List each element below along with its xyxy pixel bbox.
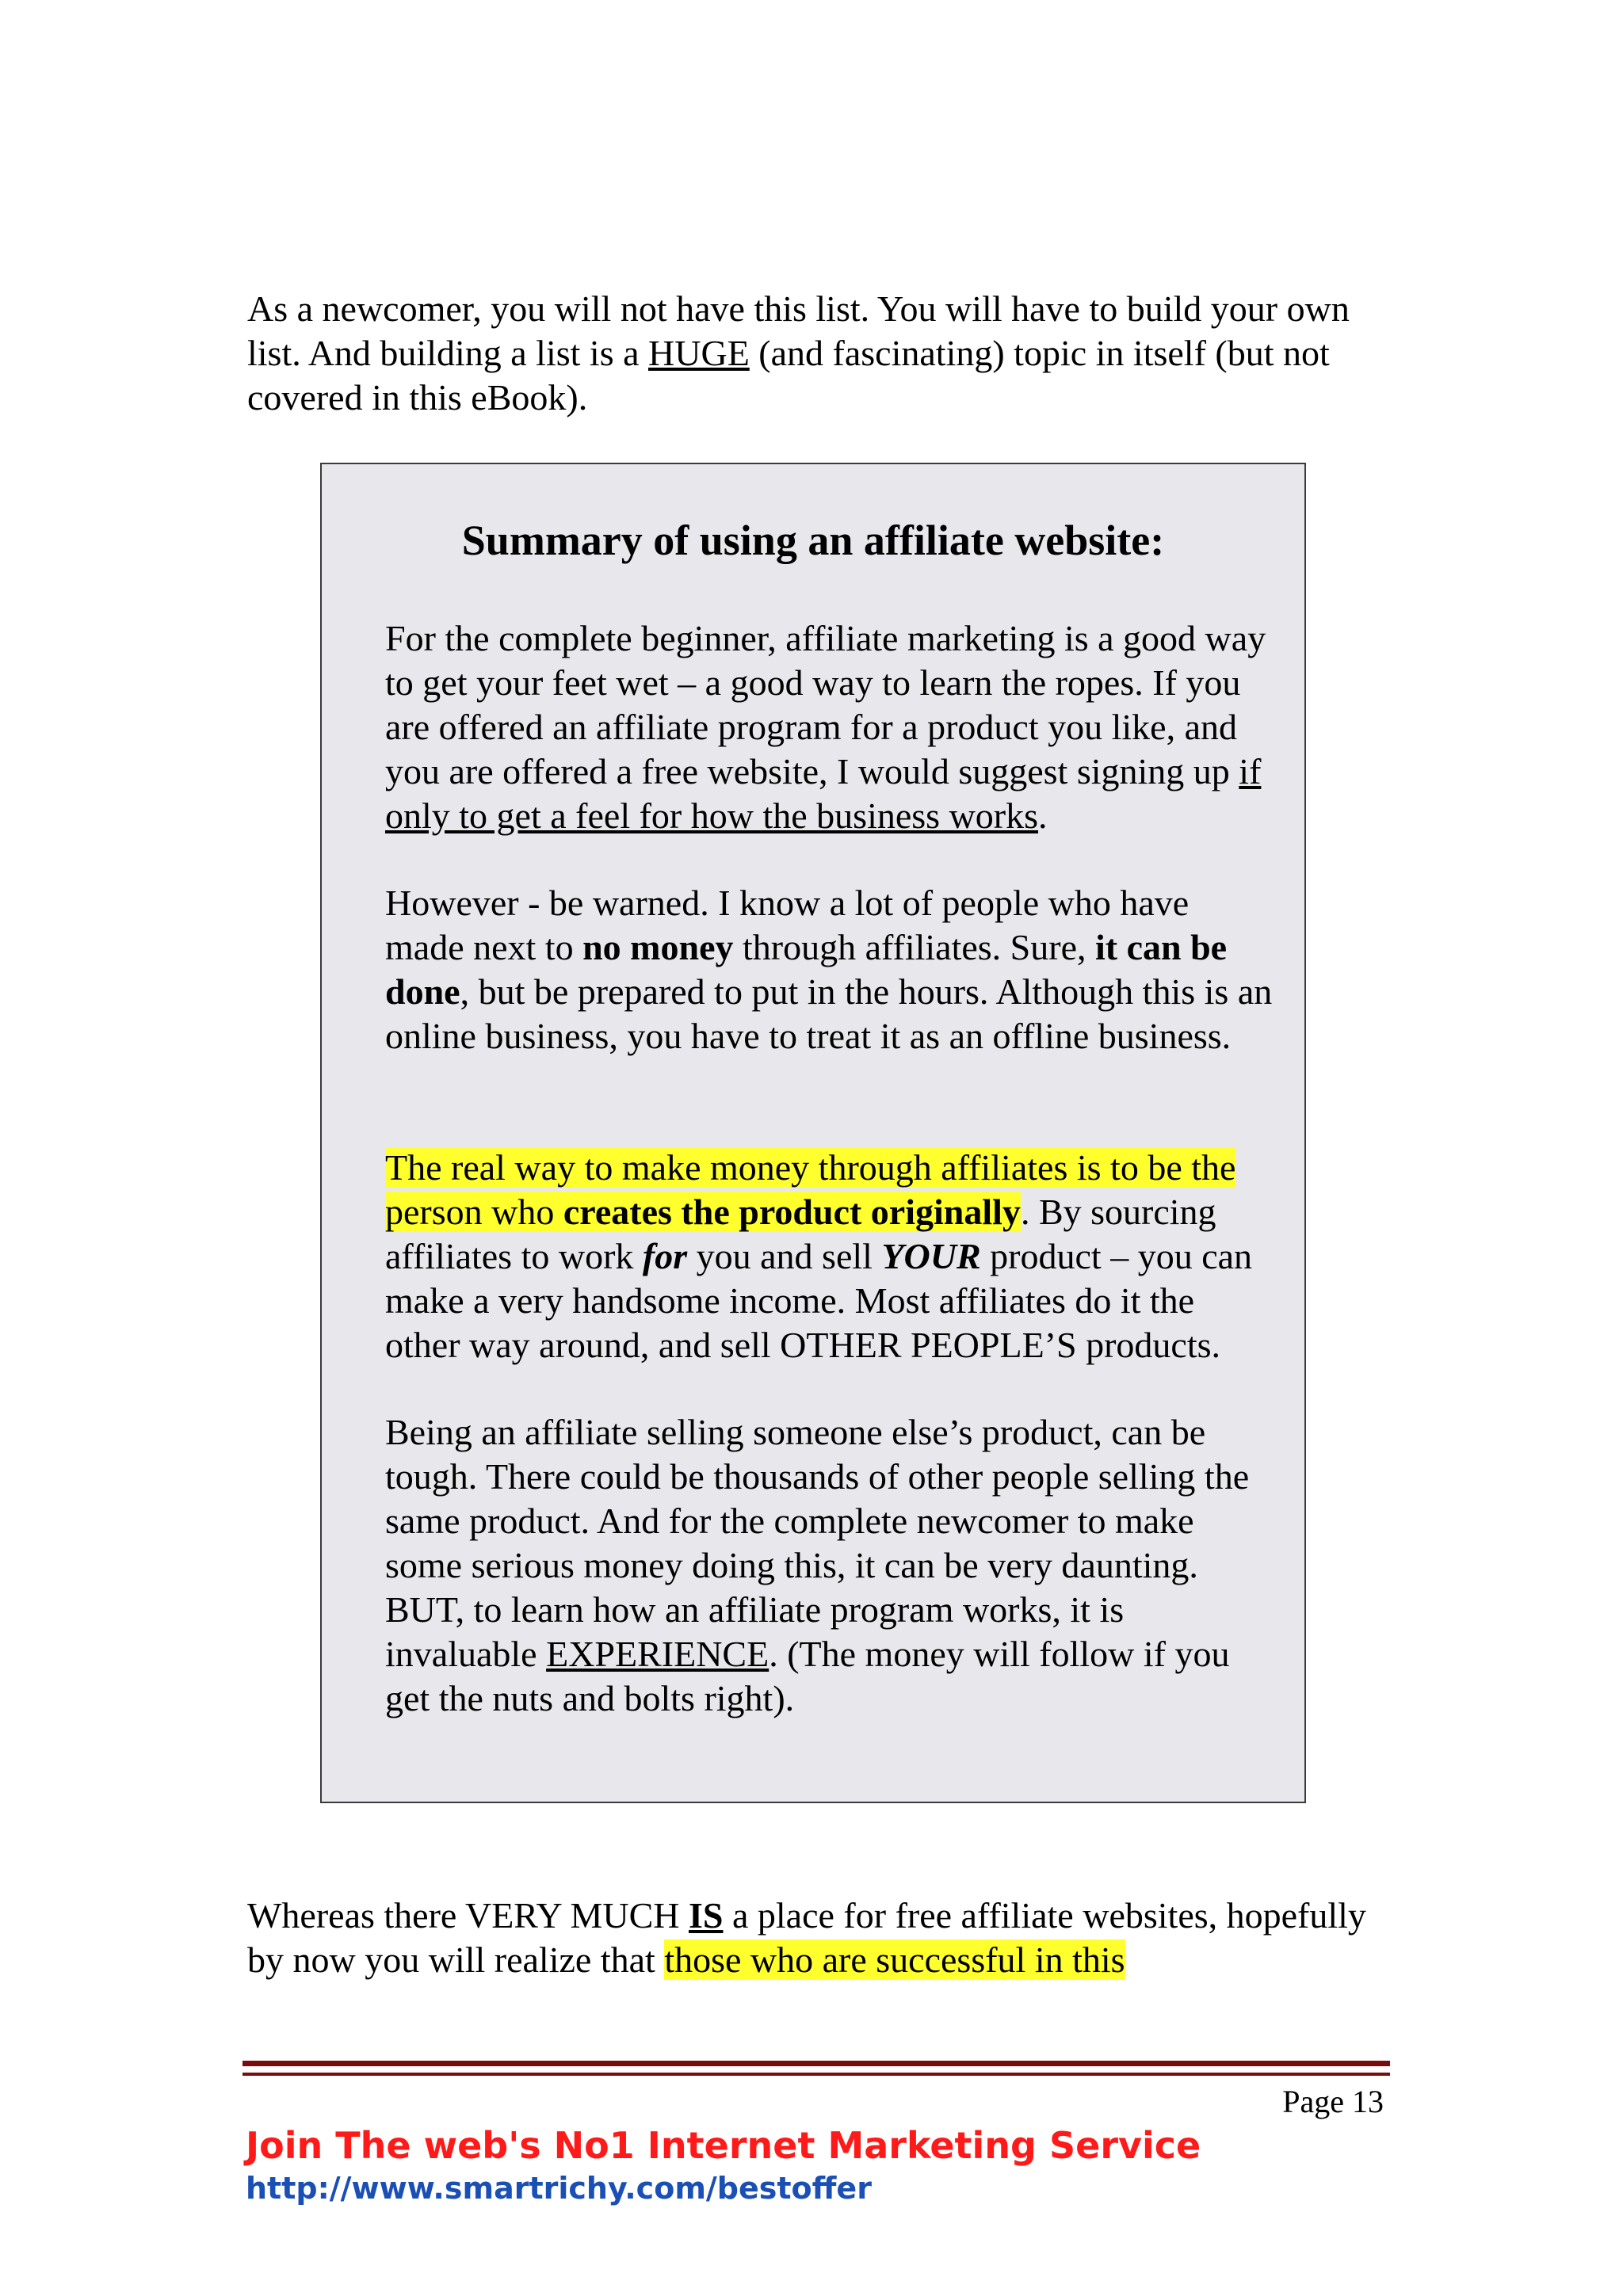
closing-paragraph [247, 1894, 1388, 1982]
closing-bold-underlined-is: IS [689, 1895, 724, 1936]
summary-p2-text-3: , but be prepared to put in the hours. Although this is an online business, you have to treat it as an offline business. [385, 971, 1273, 1056]
intro-text-1: As a newcomer, you will not have this list. You will have to build your own list. And building a list is a [247, 288, 1350, 373]
summary-p3-highlight-bold: creates the product originally [563, 1192, 1021, 1232]
summary-p3-text-1: . By sourcing affiliates to work [385, 1192, 1216, 1276]
summary-p2-text-2: through affiliates. Sure, [733, 927, 1095, 967]
summary-p2-bold-no-money: no money [582, 927, 734, 967]
summary-p3-bold-italic-your: YOUR [881, 1236, 981, 1276]
summary-paragraph-2 [385, 881, 1273, 1058]
summary-paragraph-4 [385, 1410, 1273, 1721]
summary-p2-text-1: However - be warned. I know a lot of people who have made next to [385, 883, 1190, 967]
summary-p4-text-2: . (The money will follow if you get the nuts and bolts right). [385, 1634, 1230, 1718]
summary-p1-text-2: . [1038, 795, 1048, 836]
footer-promo-text: Join The web's No1 Internet Marketing Service [246, 2124, 1201, 2167]
summary-box [320, 463, 1306, 1803]
summary-p1-underlined: if only to get a feel for how the business works [385, 751, 1262, 836]
summary-title: Summary of using an affiliate website: [461, 517, 1165, 564]
footer-rule-thin [242, 2073, 1390, 2076]
summary-p3-bold-italic-for: for [642, 1236, 688, 1276]
closing-text-2: a place for free affiliate websites, hopefully by now you will realize that [247, 1895, 1366, 1980]
summary-p3-highlight: The real way to make money through affiliates is to be the person who [385, 1147, 1236, 1232]
summary-p3-text-3: product – you can make a very handsome income. Most affiliates do it the other way around, and sell OTHER PEOPLE’S products. [385, 1236, 1253, 1365]
summary-p4-underlined-experience: EXPERIENCE [546, 1634, 769, 1674]
page-number: Page 13 [1282, 2084, 1384, 2119]
closing-highlight: those who are successful in this [664, 1939, 1125, 1980]
intro-paragraph [247, 287, 1388, 420]
closing-text-1: Whereas there VERY MUCH [247, 1895, 689, 1936]
summary-paragraph-1 [385, 616, 1273, 838]
summary-p4-text-1: Being an affiliate selling someone else’s product, can be tough. There could be thousands of other people selling the same product. And for the complete newcomer to make some serious money doing this, it can be very daunting. BUT, to learn how an affiliate program works, it is invaluable [385, 1412, 1250, 1674]
summary-p3-text-2: you and sell [687, 1236, 882, 1276]
summary-p2-bold-it-can-be-done: it can be done [385, 927, 1228, 1012]
footer-rule-thick [242, 2061, 1390, 2066]
summary-p1-text-1: For the complete beginner, affiliate marketing is a good way to get your feet wet – a good way to learn the ropes. If you are offered an affiliate program for a product you like, and you are offered a free website, I would suggest signing up [385, 618, 1266, 791]
footer-url-link[interactable]: http://www.smartrichy.com/bestoffer [246, 2171, 872, 2206]
intro-text-2: (and fascinating) topic in itself (but not covered in this eBook). [247, 333, 1330, 418]
summary-paragraph-3 [385, 1146, 1273, 1367]
intro-underlined-huge: HUGE [648, 333, 750, 373]
